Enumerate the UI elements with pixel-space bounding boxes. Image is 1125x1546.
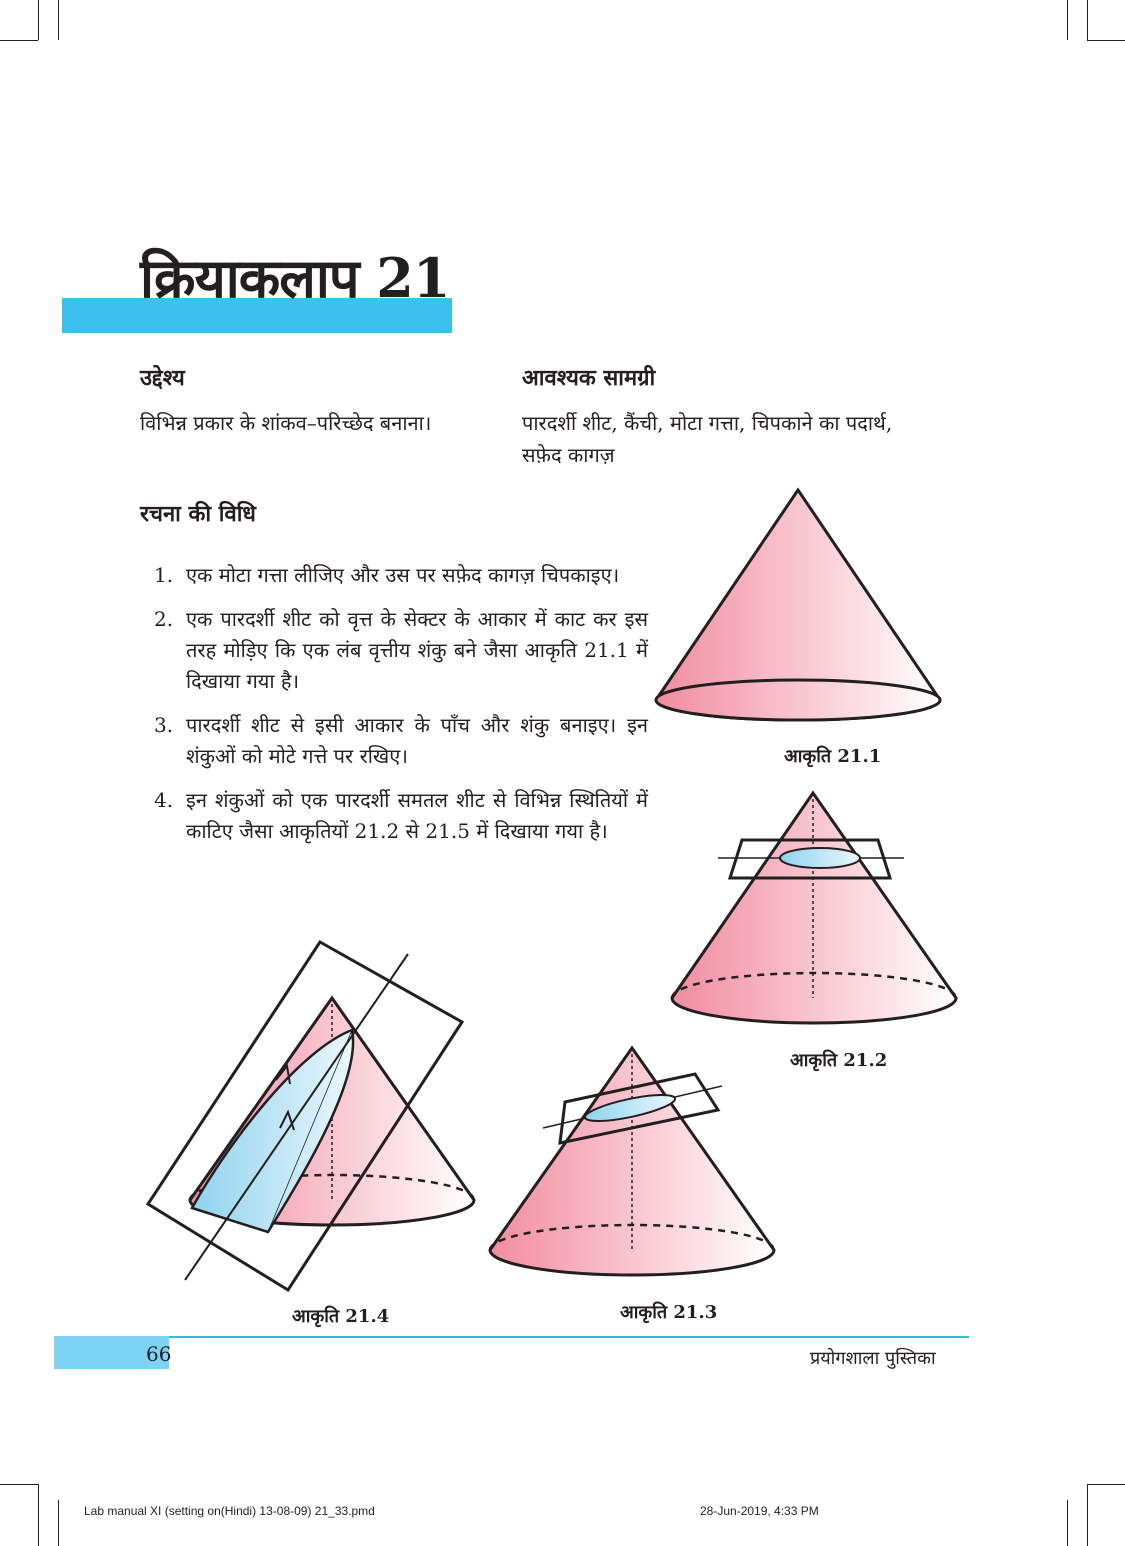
page-number: 66 xyxy=(146,1342,172,1366)
slug-date: 28-Jun-2019, 4:33 PM xyxy=(700,1504,819,1518)
figure-21-3-caption: आकृति 21.3 xyxy=(620,1302,718,1323)
figure-21-2-caption: आकृति 21.2 xyxy=(790,1050,888,1071)
materials-heading: आवश्यक सामग्री xyxy=(522,365,656,391)
objective-text: विभिन्न प्रकार के शांकव–परिच्छेद बनाना। xyxy=(140,411,432,435)
list-item: 3. पारदर्शी शीट से इसी आकार के पाँच और शंकु बनाइए। इन शंकुओं को मोटे गत्ते पर रखिए। xyxy=(154,713,648,768)
page-title: क्रियाकलाप 21 xyxy=(140,246,450,310)
footer-rule xyxy=(169,1336,969,1338)
method-heading: रचना की विधि xyxy=(140,501,256,527)
materials-line-2: सफ़ेद कागज़ xyxy=(522,443,615,467)
figure-21-4-cone xyxy=(148,942,474,1290)
slug-file-name: Lab manual XI (setting on(Hindi) 13-08-09) 21_33.pmd xyxy=(84,1504,375,1518)
figure-21-1-caption: आकृति 21.1 xyxy=(784,746,882,767)
figure-21-1-cone xyxy=(656,490,940,720)
list-item: 4. इन शंकुओं को एक पारदर्शी समतल शीट से विभिन्न स्थितियों में काटिए जैसा आकृतियों 21.2 से 21.5 में दिखाया गया है। xyxy=(154,788,648,843)
materials-line-1: पारदर्शी शीट, कैंची, मोटा गत्ता, चिपकाने का पदार्थ, xyxy=(522,411,893,435)
list-item: 1. एक मोटा गत्ता लीजिए और उस पर सफ़ेद कागज़ चिपकाइए। xyxy=(154,563,620,587)
figure-21-3-cone xyxy=(490,1048,774,1275)
objective-heading: उद्देश्य xyxy=(140,365,185,391)
figure-21-4-caption: आकृति 21.4 xyxy=(292,1306,390,1327)
book-name: प्रयोगशाला पुस्तिका xyxy=(810,1348,936,1369)
list-item: 2. एक पारदर्शी शीट को वृत्त के सेक्टर के आकार में काट कर इस तरह मोड़िए कि एक लंब वृत्तीय शंकु बने जैसा आकृति 21.1 में दिखाया गया है। xyxy=(154,607,648,693)
figure-21-2-cone xyxy=(672,793,956,1023)
